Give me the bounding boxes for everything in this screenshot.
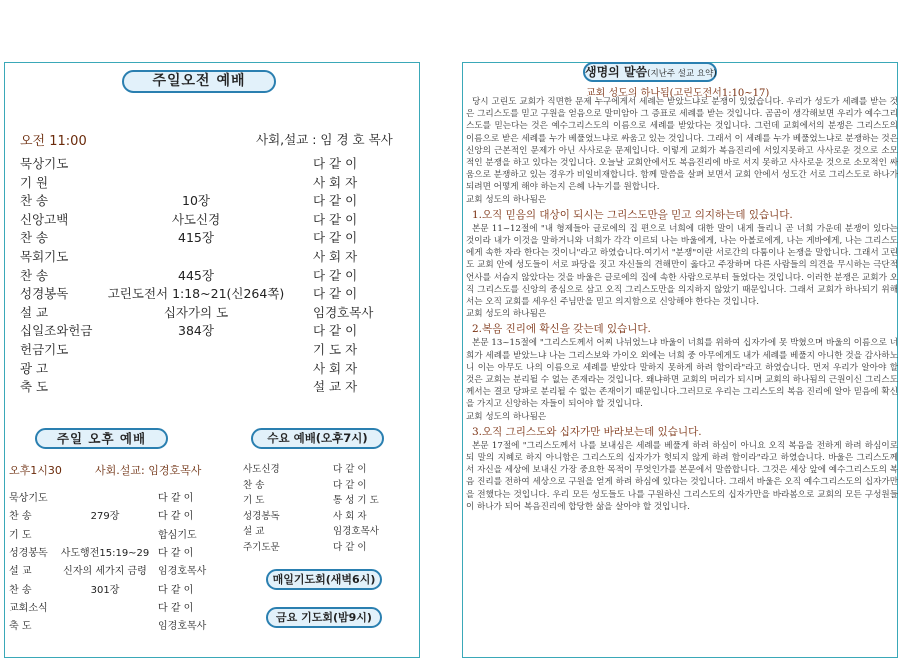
order-detail: 고린도전서 1:18~21(신264쪽) xyxy=(107,286,285,302)
order-by: 임경호목사 xyxy=(313,304,374,320)
wednesday-title: 수요 예배(오후7시) xyxy=(251,428,384,449)
section-heading-3: 3.오직 그리스도와 십자가만 바라보는데 있습니다. xyxy=(472,425,702,438)
order-detail: 신자의 세가지 금령 xyxy=(63,566,147,578)
order-by: 다 같 이 xyxy=(313,230,358,246)
order-by: 임경호목사 xyxy=(158,566,207,578)
order-by: 통 성 기 도 xyxy=(333,495,379,506)
section-heading-2: 2.복음 진리에 확신을 갖는데 있습니다. xyxy=(472,323,651,336)
order-by: 사 회 자 xyxy=(333,510,367,522)
order-detail: 십자가의 도 xyxy=(163,304,229,320)
order-name: 성경봉독 xyxy=(9,547,48,559)
sermon-intro: 당시 고린도 교회가 직면한 문제 누구에게서 세례는 받았느냐로 분쟁이 있었습니다. 우리가 성도가 세례를 받는 것은 그리스도를 믿고 구원을 얻음으로 말미암아 그 증표로 세례를 받는 것입니다. 곰곰이 생각해보면 우리가 예수그리스도를 믿는다는 것은 예수그리스도의 이름으로 세례를 받았다는 것입니다. 그런데 교회에서의 분쟁은 그리스도의 이름으로 받은 세례를 누가 베풀었느냐로 싸움고 있는 것입니다. 그래서 이 세례를 누가 베풀었느냐로 분쟁하는 것은 신앙의 근본적인 문제가 아닌 사사로운 문제입니다. 이렇게 교회가 복음진리에 서있지못하고 사사로운 것으로 소모적인 분쟁을 하고 있다는 것입니다. 오늘날 교회안에서도 복음진리에 바로 서지 못하고 사사로운 것으로 소모적인 싸움으로 분쟁하고 있는 경우가 비일비재합니다. 함께 말씀을 살펴 보면서 교회 안에서 성도간 서로 그리스도로 하나가 되려면 어떻게 해야 하는지 은혜 나누기를 원합니다. xyxy=(466,97,898,193)
order-name: 사도신경 xyxy=(243,464,280,475)
order-detail: 384장 xyxy=(178,323,214,339)
order-by: 다 같 이 xyxy=(333,464,367,475)
order-by: 사 회 자 xyxy=(313,360,358,376)
order-by: 합심기도 xyxy=(158,529,197,541)
afternoon-leader: 사회.설교: 임경호목사 xyxy=(95,464,202,477)
order-by: 다 같 이 xyxy=(158,493,194,504)
order-name: 십일조와헌금 xyxy=(20,323,93,339)
order-by: 다 같 이 xyxy=(333,541,367,553)
order-name: 묵상기도 xyxy=(9,493,48,504)
order-by: 다 같 이 xyxy=(333,479,367,491)
order-name: 찬 송 xyxy=(243,479,265,491)
order-by: 다 같 이 xyxy=(313,323,358,339)
order-by: 임경호목사 xyxy=(158,621,207,633)
friday-prayer-badge: 금요 기도회(밤9시) xyxy=(266,607,382,628)
section-heading-1: 1.오직 믿음의 대상이 되시는 그리스도만을 믿고 의지하는데 있습니다. xyxy=(472,208,793,221)
order-detail: 사도행전15:19~29 xyxy=(60,547,150,559)
order-name: 설 교 xyxy=(243,526,265,537)
order-by: 다 같 이 xyxy=(313,156,358,171)
order-name: 기 원 xyxy=(20,174,49,190)
order-name: 축 도 xyxy=(9,621,32,633)
sermon-subtitle: 교회 성도의 하나됨(고린도전서1:10~17) xyxy=(586,88,770,99)
sermon-title-note: (지난주 설교 요약) xyxy=(647,69,717,79)
section-lead: 교회 성도의 하나됨은 xyxy=(466,411,547,422)
order-name: 기 도 xyxy=(243,495,265,506)
order-name: 헌금기도 xyxy=(20,342,69,357)
order-by: 다 같 이 xyxy=(158,547,194,559)
daily-prayer-badge: 매일기도회(새벽6시) xyxy=(266,569,382,590)
order-by: 사 회 자 xyxy=(313,174,358,190)
order-detail: 415장 xyxy=(178,230,214,246)
order-name: 설 교 xyxy=(9,566,32,578)
order-name: 신앙고백 xyxy=(20,211,69,227)
morning-title: 주일오전 예배 xyxy=(122,70,276,93)
order-by: 다 같 이 xyxy=(158,584,194,596)
order-name: 찬 송 xyxy=(9,511,32,523)
section-text-3: 본문 17절에 "그리스도께서 나를 보내심은 세례를 베풀게 하려 하심이 아니요 오직 복음을 전하게 하려 하심이로되 말의 지혜로 하지 아니함은 그리스도의 십자가가 헛되지 않게 하려 함이라"라고 하였습니다. 바울은 그리스도께서 자신을 세상에 보내신 가장 중요한 목적이 무엇인가를 본문에서 말씀합니다. 그것은 세상 앞에 예수그리스도의 복음 진리를 전하여 세상으로 구원을 얻게 하려 하심에 있다는 것입니다. 그래서 바울은 오직 예수그리스도의 십자가만을 전했다는 것입니다. 우리 모든 성도들도 나를 구원하신 그리스도의 십자가만을 바라봄으로 교회의 모든 구성원들이 하나가 되어 복음진리에 합당한 삶을 살아야 할 것입니다. xyxy=(466,440,898,512)
sermon-title: 생명의 말씀 xyxy=(585,65,648,79)
order-name: 교회소식 xyxy=(9,602,48,614)
order-by: 사 회 자 xyxy=(313,249,358,264)
section-lead: 교회 성도의 하나됨은 xyxy=(466,194,547,205)
order-by: 임경호목사 xyxy=(333,526,379,537)
order-name: 기 도 xyxy=(9,529,32,541)
order-name: 축 도 xyxy=(20,379,49,395)
order-name: 찬 송 xyxy=(20,267,49,283)
order-name: 찬 송 xyxy=(20,193,49,209)
order-name: 광 고 xyxy=(20,360,49,376)
order-name: 성경봉독 xyxy=(20,286,69,302)
order-name: 목회기도 xyxy=(20,249,69,264)
order-name: 주기도문 xyxy=(243,541,280,553)
section-text-1: 본문 11~12절에 "내 형제들아 글로에의 집 편으로 너희에 대한 말이 내게 들리니 곧 너희 가운데 분쟁이 있다는 것이라 내가 이것을 말하거니와 너희가 각각 이르되 나는 바울에게, 나는 아볼로에게, 나는 게바에게, 나는 그리스도에게 속한 자라 한다는 것이니"라고 하였습니다.여기서 "분쟁"이란 서로간의 다툼이나 논쟁을 말합니다. 그래서 고린도 교회 안에 성도들이 서로 파당을 짓고 자신들의 견해만이 옳다고 주장하며 다른 사람들의 의견을 무시하는 극단적 언사를 서슴지 않았다는 것을 바울은 글로에의 집에 속한 사람으로부터 들었다는 것입니다. 이러한 분쟁은 교회가 오직 그리스도를 신앙의 중심으로 삼고 오직 그리스도만을 의지하지 않았기 때문입니다. 그래서 교회가 하나되기 위해서는 오직 교회를 세우신 주님만을 믿고 의지함으로 신앙해야 한다는 것입니다. xyxy=(466,223,898,308)
order-name: 찬 송 xyxy=(20,230,49,246)
order-name: 묵상기도 xyxy=(20,156,69,171)
order-detail: 사도신경 xyxy=(171,211,221,227)
order-name: 설 교 xyxy=(20,304,49,320)
sermon-body xyxy=(466,96,898,513)
order-detail: 301장 xyxy=(90,584,120,596)
order-by: 다 같 이 xyxy=(313,286,358,302)
section-lead: 교회 성도의 하나됨은 xyxy=(466,309,547,320)
order-by: 다 같 이 xyxy=(313,211,358,227)
section-text-2: 본문 13~15절에 "그리스도께서 어찌 나뉘었느냐 바울이 너희를 위하여 십자가에 못 박혔으며 바울의 이름으로 너희가 세례를 받았느냐 나는 그리스보와 가이오 외에는 너희 중 아무에게도 내가 세례를 베풀지 아니한 것을 감사하노니 이는 아무도 나의 이름으로 세례를 받았다 말하지 못하게 하려 함이라"라고 하였습니다. 먼저 우리가 알아야 할 것은 교회는 분리될 수 없는 존재라는 것입니다. 왜냐하면 교회의 머리가 되시며 교회의 하나됨의 근원이신 그리스도께서는 결코 당파로 분리될 수 없는 존재이기 때문입니다.그러므로 우리는 그리스도의 복음 진리에 알아 믿음에 확신을 가지고 신앙하는 자들이 되어야 할 것입니다. xyxy=(466,338,898,410)
morning-leader: 사회,설교 : 임 경 호 목사 xyxy=(256,132,393,147)
order-by: 다 같 이 xyxy=(313,267,358,283)
order-by: 기 도 자 xyxy=(313,342,358,357)
order-by: 다 같 이 xyxy=(313,193,358,209)
morning-time: 오전 11:00 xyxy=(20,134,87,149)
order-name: 찬 송 xyxy=(9,584,32,596)
afternoon-title: 주일 오후 예배 xyxy=(35,428,168,449)
order-detail: 10장 xyxy=(182,193,210,209)
order-name: 성경봉독 xyxy=(243,510,280,522)
order-detail: 279장 xyxy=(90,511,120,523)
order-by: 설 교 자 xyxy=(313,379,358,395)
afternoon-time: 오후1시30 xyxy=(9,464,62,477)
order-by: 다 같 이 xyxy=(158,602,194,614)
order-detail: 445장 xyxy=(178,267,214,283)
sermon-title-badge xyxy=(583,62,717,82)
order-by: 다 같 이 xyxy=(158,511,194,523)
